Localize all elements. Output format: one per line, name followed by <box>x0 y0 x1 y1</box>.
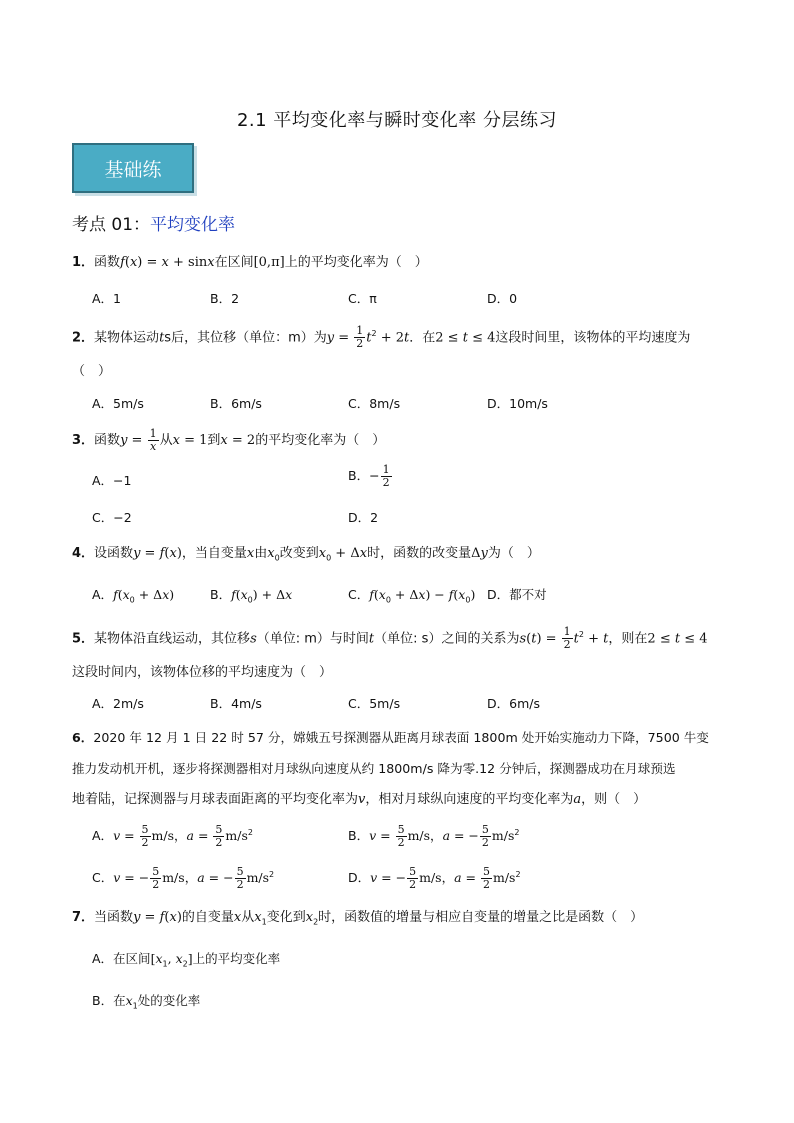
q6-option-c[interactable]: C．v = − $\frac{5}{2}$ m/s，a = − $\frac{5}{2}$ $m/s^2$ <box>92 865 275 892</box>
q7-option-a[interactable]: A．在区间[$x_1$, $x_2$]上的平均变化率 <box>92 951 281 969</box>
q2-option-a[interactable]: A．5m/s <box>92 396 144 411</box>
question-5: 5．某物体沿直线运动，其位移s（单位: m）与时间t（单位: s）之间的关系为s(t) = $\frac{1}{2}$ $t^2 + t$，则在2 ≤ t ≤ 4 <box>72 625 708 652</box>
question-2-cont: （ ） <box>72 364 112 379</box>
q1-option-a[interactable]: A．1 <box>92 291 122 306</box>
q1-option-d[interactable]: D．0 <box>487 291 518 306</box>
q5-option-b[interactable]: B．4m/s <box>210 696 262 711</box>
page-title: 2.1 平均变化率与瞬时变化率 分层练习 <box>236 110 558 131</box>
q4-option-c[interactable]: C．$f(x_0 + \Delta x) - f(x_0)$ <box>348 587 476 605</box>
q5-option-a[interactable]: A．2m/s <box>92 696 144 711</box>
q7-option-b[interactable]: B．在$x_1$处的变化率 <box>92 993 201 1011</box>
q2-option-c[interactable]: C．8m/s <box>348 396 401 411</box>
question-3: 3．函数y = $\frac{1}{x}$ 从x = 1到x = 2的平均变化率为（ ） <box>72 427 386 453</box>
question-4: 4．设函数y = f(x)，当自变量x由$x_0$改变到$x_0 + \Delta x$时，函数的改变量Δy为（ ） <box>72 546 540 563</box>
q2-option-b[interactable]: B．6m/s <box>210 396 262 411</box>
question-2: 2．某物体运动ts后，其位移（单位：m）为y = $\frac{1}{2}$ $t^2 + 2t$．在2 ≤ t ≤ 4这段时间里，该物体的平均速度为 <box>72 324 691 351</box>
q6-option-b[interactable]: B．v = $\frac{5}{2}$ m/s，a = − $\frac{5}{2}$ $m/s^2$ <box>348 823 520 850</box>
question-6-line-3: 地着陆，记探测器与月球表面距离的平均变化率为v，相对月球纵向速度的平均变化率为a，则（ ） <box>72 792 647 807</box>
question-1: 1．函数f(x) = x + sinx在区间[0,π]上的平均变化率为（ ） <box>72 255 428 270</box>
section-prefix: 考点 01： <box>72 215 151 235</box>
q3-option-d[interactable]: D．2 <box>348 510 379 525</box>
question-6-line-2: 推力发动机开机，逐步将探测器相对月球纵向速度从约 1800m/s 降为零.12 分钟后，探测器成功在月球预选 <box>72 761 676 776</box>
q3-option-a[interactable]: A．−1 <box>92 473 132 488</box>
q4-option-a[interactable]: A．$f(x_0 + \Delta x)$ <box>92 587 175 605</box>
q2-option-d[interactable]: D．10m/s <box>487 396 548 411</box>
q6-option-d[interactable]: D．v = − $\frac{5}{2}$ m/s，a = $\frac{5}{2}$ $m/s^2$ <box>348 865 521 892</box>
level-badge: 基础练 <box>72 143 194 193</box>
section-heading <box>72 210 235 235</box>
q1-option-b[interactable]: B．2 <box>210 291 240 306</box>
question-5-cont: 这段时间内，该物体位移的平均速度为（ ） <box>72 665 333 680</box>
q1-option-c[interactable]: C．π <box>348 291 377 306</box>
q5-option-c[interactable]: C．5m/s <box>348 696 401 711</box>
q4-option-b[interactable]: B．$f(x_0) + \Delta x$ <box>210 587 293 605</box>
q3-option-b[interactable]: B．− $\frac{1}{2}$ <box>348 463 390 489</box>
q6-option-a[interactable]: A．v = $\frac{5}{2}$ m/s，a = $\frac{5}{2}$ $m/s^2$ <box>92 823 253 850</box>
q3-option-c[interactable]: C．−2 <box>92 510 132 525</box>
q4-option-d[interactable]: D．都不对 <box>487 587 547 602</box>
question-7: 7．当函数y = f(x)的自变量x从$x_1$变化到$x_2$时，函数值的增量与相应自变量的增量之比是函数（ ） <box>72 910 644 927</box>
question-6-line-1: 6．2020 年 12 月 1 日 22 时 57 分，嫦娥五号探测器从距离月球表面 1800m 处开始实施动力下降，7500 牛变 <box>72 730 709 745</box>
section-topic: 平均变化率 <box>150 215 236 235</box>
q5-option-d[interactable]: D．6m/s <box>487 696 540 711</box>
